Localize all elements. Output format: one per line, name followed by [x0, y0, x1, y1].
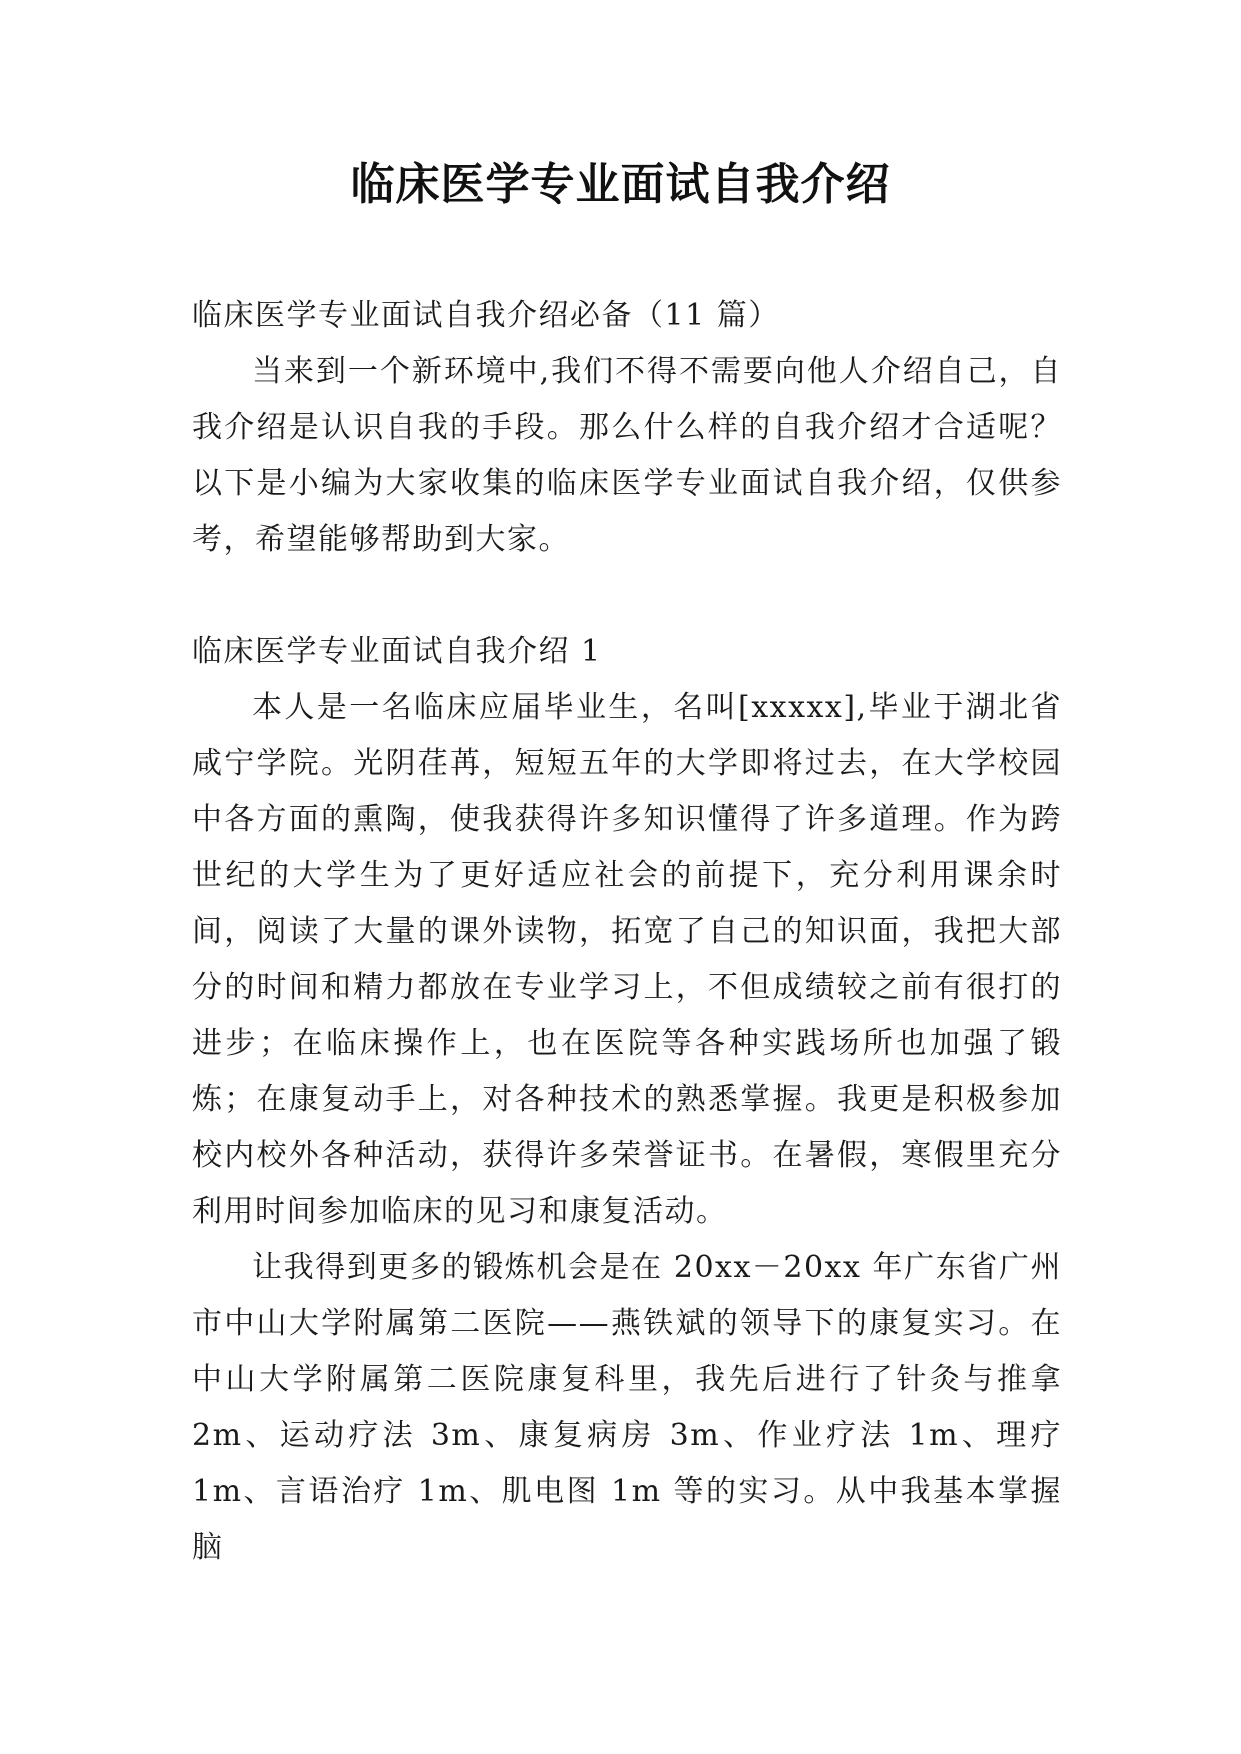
section-paragraph: 让我得到更多的锻炼机会是在 20xx－20xx 年广东省广州市中山大学附属第二医院——燕铁斌的领导下的康复实习。在中山大学附属第二医院康复科里，我先后进行了针灸与推拿 2m、运动疗法 3m、康复病房 3m、作业疗法 1m、理疗 1m、言语治疗 1m、肌电图 1m 等的实习。从中我基本掌握脑: [192, 1250, 1062, 1565]
intro-paragraph: 当来到一个新环境中,我们不得不需要向他人介绍自己，自我介绍是认识自我的手段。那么什么样的自我介绍才合适呢？以下是小编为大家收集的临床医学专业面试自我介绍，仅供参考，希望能够帮助到大家。: [192, 354, 1062, 557]
document-subtitle: 临床医学专业面试自我介绍必备（11 篇）: [192, 298, 780, 333]
document-body: [192, 288, 1062, 1576]
section-heading: 临床医学专业面试自我介绍 1: [192, 634, 602, 669]
document-title: 临床医学专业面试自我介绍: [350, 159, 891, 210]
section-paragraph: 本人是一名临床应届毕业生，名叫[xxxxx],毕业于湖北省咸宁学院。光阴荏苒，短短五年的大学即将过去，在大学校园中各方面的熏陶，使我获得许多知识懂得了许多道理。作为跨世纪的大学生为了更好适应社会的前提下，充分利用课余时间，阅读了大量的课外读物，拓宽了自己的知识面，我把大部分的时间和精力都放在专业学习上，不但成绩较之前有很打的进步；在临床操作上，也在医院等各种实践场所也加强了锻炼；在康复动手上，对各种技术的熟悉掌握。我更是积极参加校内校外各种活动，获得许多荣誉证书。在暑假，寒假里充分利用时间参加临床的见习和康复活动。: [192, 690, 1062, 1229]
section-spacer: [192, 568, 1062, 624]
